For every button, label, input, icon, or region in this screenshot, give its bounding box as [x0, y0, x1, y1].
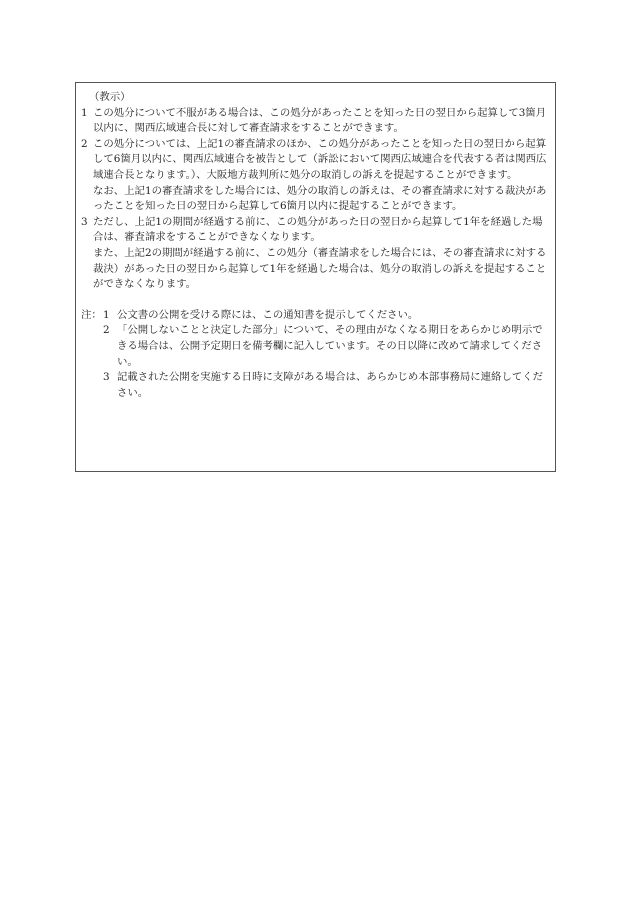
instruction-item-1 [81, 106, 551, 137]
instruction-item-subtext: また、上記2の期間が経過する前に、この処分（審査請求をした場合には、その審査請求に対する裁決）があった日の翌日から起算して1年を経過した場合は、処分の取消しの訴えを提起することができなくなります。 [93, 246, 547, 291]
note-number: 2 [103, 324, 110, 337]
note-item-3 [81, 370, 551, 401]
instruction-item-text: この処分について不服がある場合は、この処分があったことを知った日の翌日から起算して3箇月以内に、関西広域連合長に対して審査請求をすることができます。 [93, 106, 547, 135]
note-text: 記載された公開を実施する日時に支障がある場合は、あらかじめ本部事務局に連絡してください。 [117, 371, 544, 399]
instruction-item-number: 2 [81, 137, 88, 150]
note-item-2 [81, 323, 551, 370]
instruction-item-number: 3 [81, 215, 88, 228]
instruction-item-2 [81, 137, 551, 184]
note-text: 「公開しないことと決定した部分」について、その理由がなくなる期日をあらかじめ明示できる場合は、公開予定期日を備考欄に記入しています。その日以降に改めて請求してください。 [117, 324, 543, 368]
notes-section [81, 308, 551, 402]
note-number: 1 [103, 308, 110, 321]
note-number: 3 [103, 371, 110, 384]
note-text: 公文書の公開を受ける際には、この通知書を提示してください。 [117, 308, 419, 321]
instruction-title: （教示） [89, 91, 131, 103]
instruction-item-text: ただし、上記1の期間が経過する前に、この処分があった日の翌日から起算して1年を経過した場合は、審査請求をすることができなくなります。 [93, 215, 543, 244]
instruction-item-2-note [81, 184, 551, 215]
instruction-item-3 [81, 215, 551, 246]
instruction-item-text: この処分については、上記1の審査請求のほか、この処分があったことを知った日の翌日から起算して6箇月以内に、関西広域連合を被告として（訴訟において関西広域連合を代表する者は関西広域連合長となります。）、大阪地方裁判所に処分の取消しの訴えを提起することができます。 [93, 137, 547, 181]
instruction-item-number: 1 [81, 106, 88, 119]
instruction-item-3-note [81, 246, 551, 293]
instruction-item-subtext: なお、上記1の審査請求をした場合には、処分の取消しの訴えは、その審査請求に対する裁決があったことを知った日の翌日から起算して6箇月以内に提起することができます。 [93, 184, 547, 213]
note-item-1 [81, 308, 551, 324]
instruction-box [75, 82, 556, 472]
notes-label: 注： [81, 308, 102, 321]
